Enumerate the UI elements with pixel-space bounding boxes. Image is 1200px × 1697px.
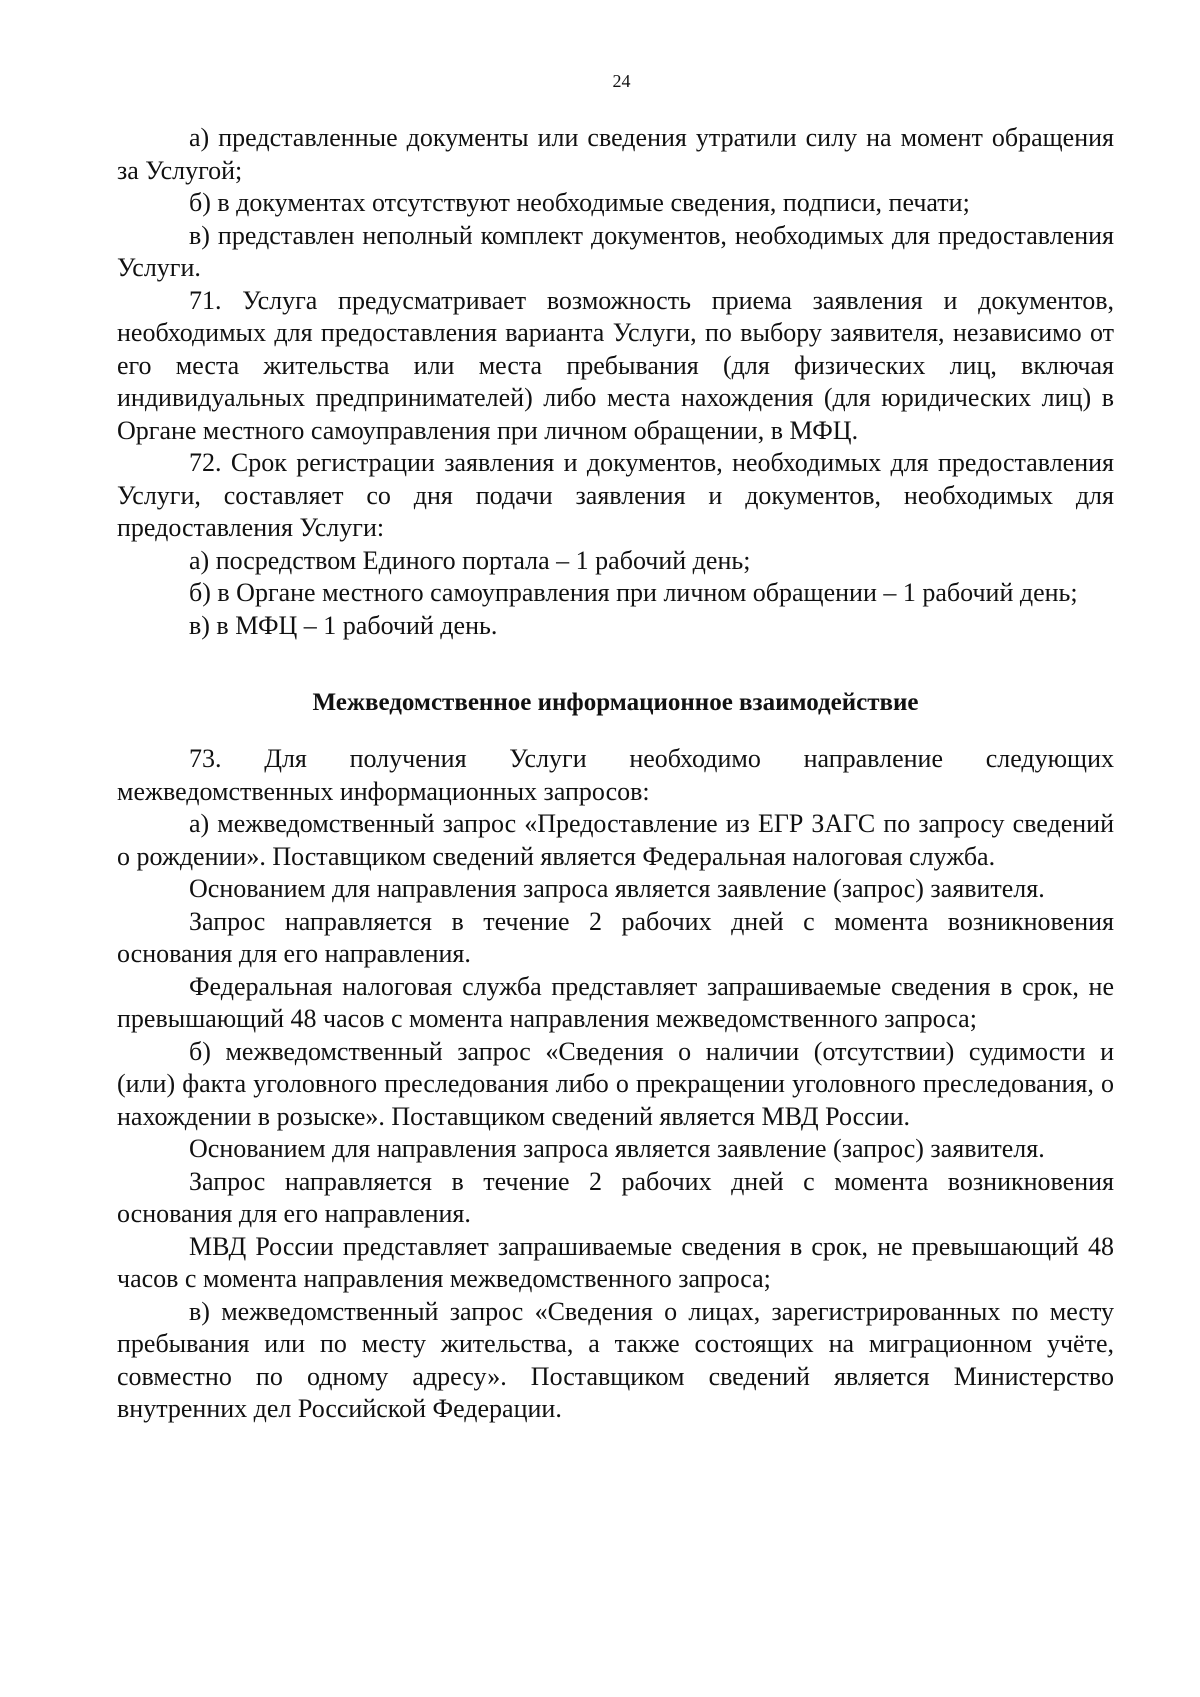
paragraph-basis-1: Основанием для направления запроса является заявление (запрос) заявителя. — [189, 874, 1045, 903]
paragraph-72: 72. Срок регистрации заявления и документов, необходимых для предоставления Услуги, составляет со дня подачи заявления и документов, необходимых для предоставления Услуги: — [117, 448, 1114, 542]
paragraph-73: 73. Для получения Услуги необходимо направление следующих межведомственных информационных запросов: — [117, 744, 1114, 806]
section-heading: Межведомственное информационное взаимодействие — [312, 689, 919, 716]
paragraph-73-b: б) межведомственный запрос «Сведения о наличии (отсутствии) судимости и (или) факта уголовного преследования либо о прекращении уголовного преследования, о нахождении в розыске». Поставщиком сведений является МВД России. — [117, 1036, 1114, 1131]
paragraph-v-incomplete-set: в) представлен неполный комплект документов, необходимых для предоставления Услуги. — [117, 220, 1114, 282]
paragraph-timing-2: Запрос направляется в течение 2 рабочих дней с момента возникновения основания для его направления. — [117, 1166, 1114, 1228]
bottom-section — [117, 743, 1114, 1426]
top-section — [117, 122, 1114, 642]
paragraph-71: 71. Услуга предусматривает возможность приема заявления и документов, необходимых для предоставления варианта Услуги, по выбору заявителя, независимо от его места жительства или места пребывания (для физических лиц, включая индивидуальных предпринимателей) либо места нахождения (для юридических лиц) в Органе местного самоуправления при личном обращении, в МФЦ. — [117, 285, 1114, 445]
paragraph-fns-response: Федеральная налоговая служба представляет запрашиваемые сведения в срок, не превышающий 48 часов с момента направления межведомственного запроса; — [117, 971, 1114, 1033]
paragraph-a-invalid-documents: а) представленные документы или сведения утратили силу на момент обращения за Услугой; — [117, 123, 1114, 185]
paragraph-mvd-response: МВД России представляет запрашиваемые сведения в срок, не превышающий 48 часов с момента направления межведомственного запроса; — [117, 1231, 1114, 1293]
paragraph-basis-2: Основанием для направления запроса является заявление (запрос) заявителя. — [189, 1134, 1045, 1163]
paragraph-72-b: б) в Органе местного самоуправления при личном обращении – 1 рабочий день; — [189, 578, 1078, 607]
paragraph-72-a: а) посредством Единого портала – 1 рабочий день; — [189, 545, 751, 575]
paragraph-72-v: в) в МФЦ – 1 рабочий день. — [189, 610, 498, 640]
paragraph-73-a: а) межведомственный запрос «Предоставление из ЕГР ЗАГС по запросу сведений о рождении». Поставщиком сведений является Федеральная налоговая служба. — [117, 809, 1114, 871]
page-number: 24 — [612, 71, 631, 91]
paragraph-b-missing-info: б) в документах отсутствуют необходимые сведения, подписи, печати; — [189, 188, 970, 217]
paragraph-timing-1: Запрос направляется в течение 2 рабочих дней с момента возникновения основания для его направления. — [117, 906, 1114, 968]
paragraph-73-v: в) межведомственный запрос «Сведения о лицах, зарегистрированных по месту пребывания или по месту жительства, а также состоящих на миграционном учёте, совместно по одному адресу». Поставщиком сведений является Министерство внутренних дел Российской Федерации. — [117, 1296, 1114, 1423]
